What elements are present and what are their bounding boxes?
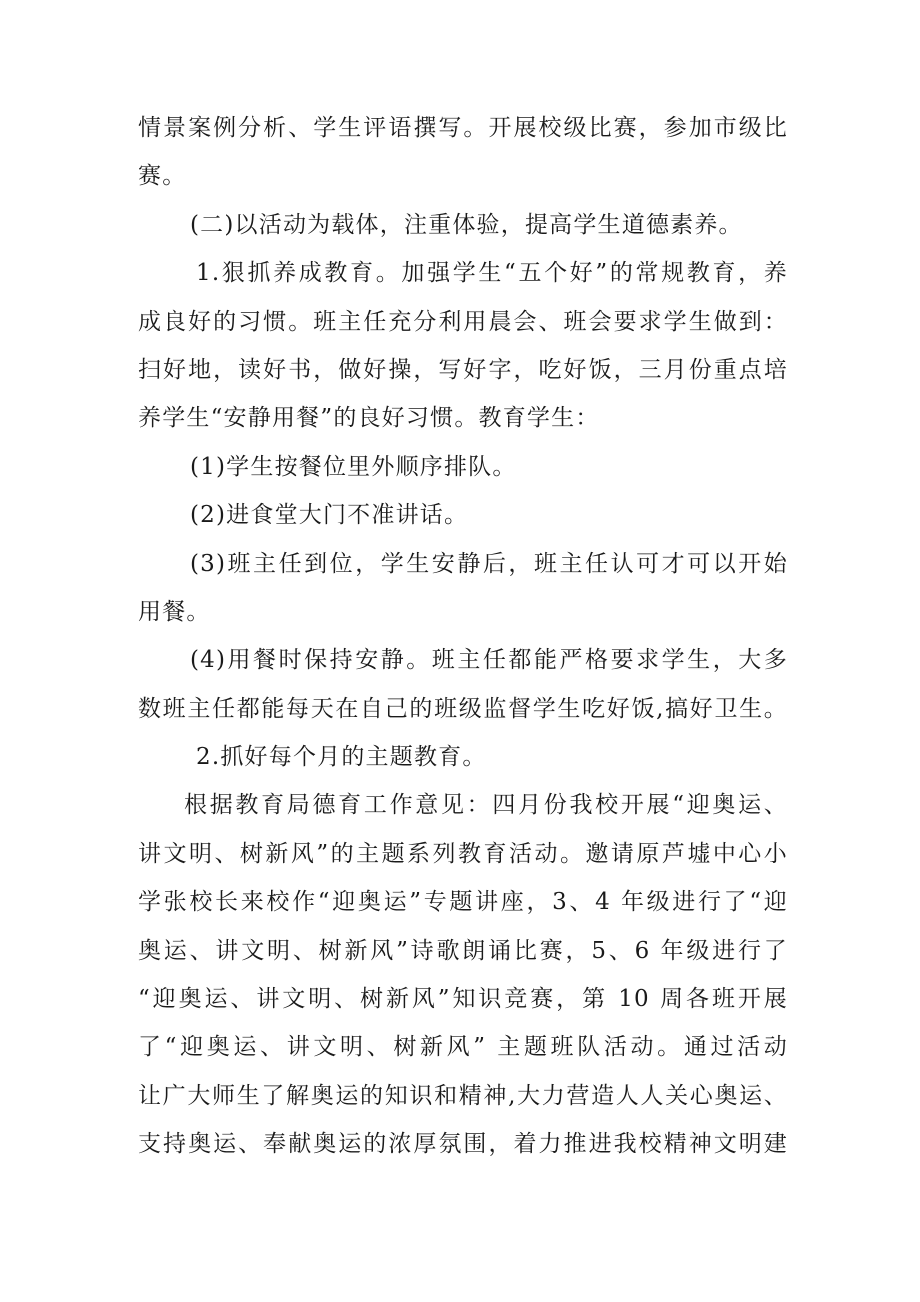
text-line: 学张校长来校作“迎奥运”专题讲座，3、4 年级进行了“迎 [138, 889, 788, 916]
text-line: 赛。 [138, 163, 187, 190]
text-line: 情景案例分析、学生评语撰写。开展校级比赛，参加市级比 [138, 115, 788, 141]
text-line: 1.狠抓养成教育。加强学生“五个好”的常规教育，养 [196, 260, 788, 287]
list-item: (3)班主任到位，学生安静后，班主任认可才可以开始 [190, 550, 788, 577]
list-item: (2)进食堂大门不准讲话。 [190, 502, 469, 529]
section-heading: 2.抓好每个月的主题教育。 [196, 744, 487, 771]
text-line: 根据教育局德育工作意见：四月份我校开展“迎奥运、 [184, 792, 788, 819]
text-line: 用餐。 [138, 598, 211, 625]
text-line: 讲文明、树新风”的主题系列教育活动。邀请原芦墟中心小 [138, 840, 788, 867]
section-heading: (二)以活动为载体，注重体验，提高学生道德素养。 [190, 211, 743, 238]
list-item: (1)学生按餐位里外顺序排队。 [190, 453, 517, 480]
text-line: 奥运、讲文明、树新风”诗歌朗诵比赛，5、6 年级进行了 [138, 937, 788, 964]
text-line: 数班主任都能每天在自己的班级监督学生吃好饭,搞好卫生。 [138, 695, 788, 722]
text-line: 让广大师生了解奥运的知识和精神,大力营造人人关心奥运、 [138, 1082, 788, 1109]
text-line: 支持奥运、奉献奥运的浓厚氛围，着力推进我校精神文明建 [138, 1131, 788, 1158]
text-line: “迎奥运、讲文明、树新风”知识竞赛，第 10 周各班开展 [138, 986, 788, 1013]
text-line: 成良好的习惯。班主任充分利用晨会、班会要求学生做到： [138, 308, 788, 335]
list-item: (4)用餐时保持安静。班主任都能严格要求学生，大多 [190, 647, 788, 674]
text-line: 养学生“安静用餐”的良好习惯。教育学生： [138, 405, 600, 432]
text-line: 了“迎奥运、讲文明、树新风” 主题班队活动。通过活动 [138, 1034, 788, 1061]
text-line: 扫好地，读好书，做好操，写好字，吃好饭，三月份重点培 [138, 356, 788, 383]
document-body [138, 104, 788, 1169]
